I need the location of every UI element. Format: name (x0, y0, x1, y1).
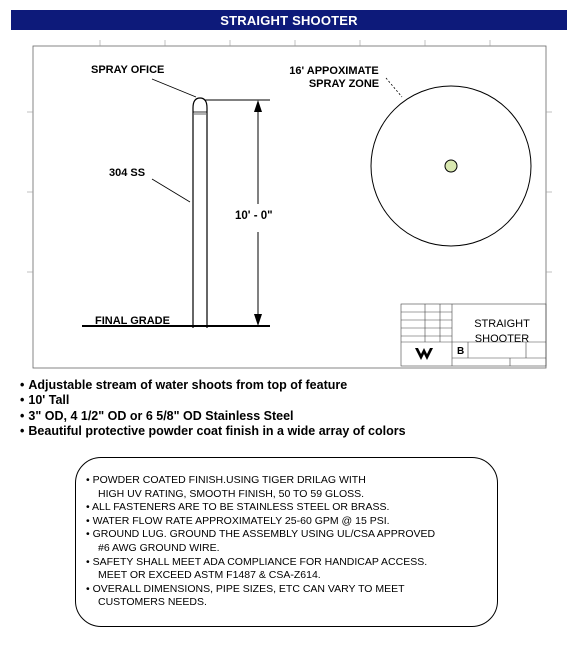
technical-drawing (0, 32, 576, 372)
spray-zone-label (278, 65, 390, 91)
note-text: • SAFETY SHALL MEET ADA COMPLIANCE FOR HANDICAP ACCESS. (86, 556, 435, 570)
note-item (86, 501, 435, 515)
note-item (86, 528, 435, 555)
feature-list (20, 378, 406, 439)
feature-item: • Adjustable stream of water shoots from top of feature (20, 378, 406, 393)
note-text: • ALL FASTENERS ARE TO BE STAINLESS STEEL OR BRASS. (86, 501, 435, 515)
feature-item: • Beautiful protective powder coat finish in a wide array of colors (20, 424, 406, 439)
spray-zone-label-line1: 16' APPOXIMATE (289, 65, 379, 77)
note-item (86, 583, 435, 610)
note-text: • WATER FLOW RATE APPROXIMATELY 25-60 GPM @ 15 PSI. (86, 515, 435, 529)
feature-item: • 10' Tall (20, 393, 406, 408)
title-block-size-letter: B (457, 346, 465, 357)
note-text: • OVERALL DIMENSIONS, PIPE SIZES, ETC CAN VARY TO MEET (86, 583, 435, 597)
title-block-title-line1: STRAIGHT (474, 318, 530, 330)
note-text: • GROUND LUG. GROUND THE ASSEMBLY USING UL/CSA APPROVED (86, 528, 435, 542)
feature-item: • 3" OD, 4 1/2" OD or 6 5/8" OD Stainless Steel (20, 409, 406, 424)
height-dimension-label: 10' - 0" (235, 210, 273, 222)
spray-zone-label-line2: SPRAY ZONE (308, 78, 380, 90)
note-item (86, 556, 435, 583)
title-block-title-line2: SHOOTER (474, 333, 530, 345)
spray-orifice-label: SPRAY OFICE (91, 64, 165, 76)
title-block-title (470, 317, 534, 347)
final-grade-label: FINAL GRADE (95, 315, 170, 327)
page-title: STRAIGHT SHOOTER (220, 12, 358, 28)
note-text: • POWDER COATED FINISH.USING TIGER DRILAG WITH (86, 474, 435, 488)
note-continuation: MEET OR EXCEED ASTM F1487 & CSA-Z614. (98, 569, 321, 582)
note-continuation: CUSTOMERS NEEDS. (98, 596, 207, 609)
note-item (86, 515, 435, 529)
note-item (86, 474, 435, 501)
notes-list (86, 474, 435, 610)
material-label: 304 SS (109, 167, 146, 179)
note-continuation: HIGH UV RATING, SMOOTH FINISH, 50 TO 59 GLOSS. (98, 487, 365, 500)
page-title-bar (11, 10, 567, 30)
note-continuation: #6 AWG GROUND WIRE. (98, 541, 220, 554)
